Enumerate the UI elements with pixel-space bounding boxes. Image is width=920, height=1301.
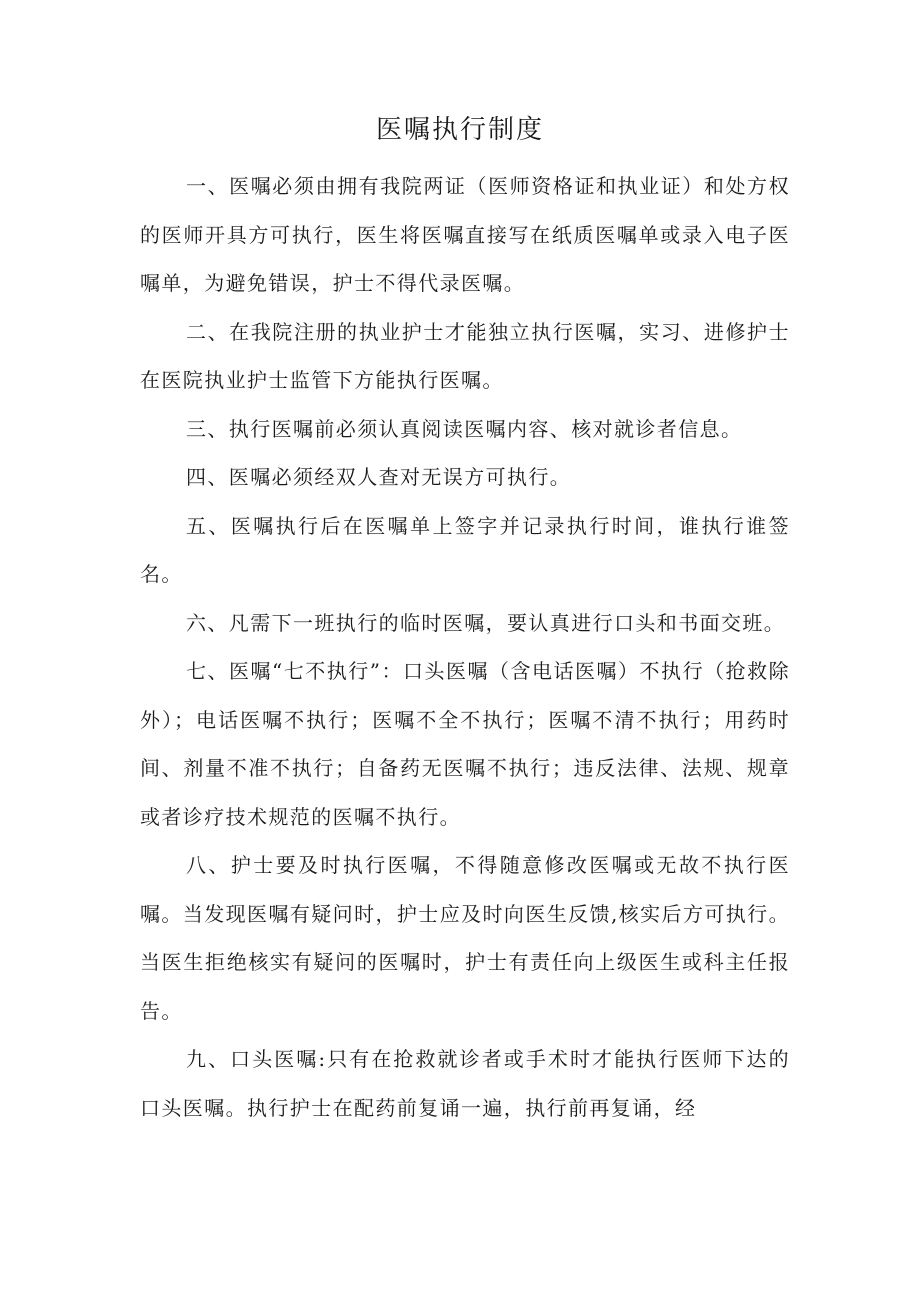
paragraph-1: 一、医嘱必须由拥有我院两证（医师资格证和执业证）和处方权的医师开具方可执行，医生将医嘱直接写在纸质医嘱单或录入电子医嘱单，为避免错误，护士不得代录医嘱。: [140, 174, 790, 295]
document-title: 医嘱执行制度: [375, 115, 544, 145]
paragraph-2: 二、在我院注册的执业护士才能独立执行医嘱，实习、进修护士在医院执业护士监管下方能执行医嘱。: [140, 319, 790, 392]
paragraph-7: 七、医嘱“七不执行”：口头医嘱（含电话医嘱）不执行（抢救除外）；电话医嘱不执行；医嘱不全不执行；医嘱不清不执行；用药时间、剂量不准不执行；自备药无医嘱不执行；违反法律、法规、规章或者诊疗技术规范的医嘱不执行。: [140, 659, 790, 829]
paragraph-3: 三、执行医嘱前必须认真阅读医嘱内容、核对就诊者信息。: [186, 416, 743, 441]
paragraph-4: 四、医嘱必须经双人查对无误方可执行。: [186, 465, 572, 489]
paragraph-6: 六、凡需下一班执行的临时医嘱，要认真进行口头和书面交班。: [186, 610, 786, 635]
paragraph-9: 九、口头医嘱:只有在抢救就诊者或手术时才能执行医师下达的口头医嘱。执行护士在配药前复诵一遍，执行前再复诵，经: [140, 1047, 790, 1120]
document-body: [140, 162, 790, 1132]
paragraph-5: 五、医嘱执行后在医嘱单上签字并记录执行时间，谁执行谁签名。: [140, 513, 790, 586]
paragraph-8: 八、护士要及时执行医嘱，不得随意修改医嘱或无故不执行医嘱。当发现医嘱有疑问时，护士应及时向医生反馈,核实后方可执行。当医生拒绝核实有疑问的医嘱时，护士有责任向上级医生或科主任报告。: [140, 853, 790, 1023]
